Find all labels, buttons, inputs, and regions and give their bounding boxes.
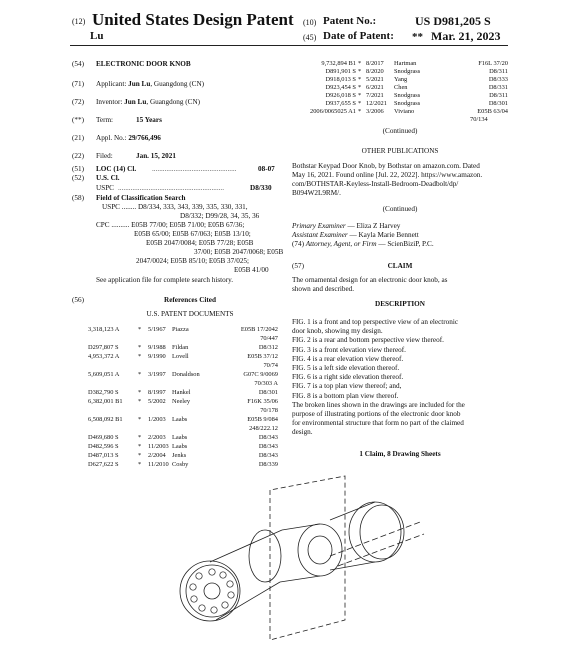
ref-name: Laabs [172, 416, 188, 423]
ref-mark: * [138, 371, 142, 378]
ref-date: 3/2006 [366, 108, 384, 115]
ref-mark: * [138, 461, 142, 468]
other-pub-line-1: Bothstar Keypad Door Knob, by Bothstar on amazon.com. Dated [292, 162, 480, 170]
ref-name: Fildan [172, 344, 189, 351]
search-line-5: E05B 2047/0084; E05B 77/28; E05B [146, 239, 254, 247]
search-history-note: See application file for complete search history. [96, 276, 234, 284]
description-line: door knob, showing my design. [292, 327, 383, 336]
loc-label: LOC (14) Cl. [96, 165, 137, 173]
ref-name: Hankel [172, 389, 191, 396]
field-71-code: (71) [72, 80, 84, 88]
ref-date: 2/2003 [148, 434, 166, 441]
ref-mark: * [138, 353, 142, 360]
header-code-45: (45) [303, 33, 317, 42]
other-publications-title: OTHER PUBLICATIONS [361, 147, 439, 155]
ref-date: 12/2021 [366, 100, 387, 107]
ref-number: 6,382,001 B1 [88, 398, 123, 405]
claims-summary: 1 Claim, 8 Drawing Sheets [359, 450, 441, 458]
ref-class: E05B 37/12 [247, 353, 278, 360]
ref-class: E05B 63/04 [477, 108, 508, 115]
ref-class: F16K 35/06 [247, 398, 278, 405]
latch-broken-line [330, 522, 420, 556]
appl-no-line [96, 134, 161, 143]
ref-name: Snodgrass [394, 100, 421, 107]
keypad-center [204, 583, 220, 599]
spindle-outline [280, 524, 320, 582]
ref-mark: * [358, 84, 362, 91]
ref-class: D8/333 [488, 76, 508, 83]
ref-mark: * [358, 108, 362, 115]
header-code-12: (12) [72, 17, 86, 26]
uspc-class: D8/330 [250, 184, 272, 192]
attorney-line [292, 240, 434, 249]
loc-dots: ............................................... [152, 165, 237, 173]
primary-examiner-line [292, 222, 400, 231]
ref-date: 1/2003 [148, 416, 166, 423]
description-line: FIG. 6 is a right side elevation thereof. [292, 373, 404, 382]
term-code: (**) [72, 116, 84, 124]
ref-number: D923,454 S [325, 84, 356, 91]
ref-number: D482,596 S [88, 443, 119, 450]
attorney-label: Attorney, Agent, or Firm [305, 240, 377, 248]
invention-title: ELECTRONIC DOOR KNOB [96, 60, 191, 68]
ref-mark: * [138, 344, 142, 351]
ref-class: D8/311 [489, 92, 508, 99]
applicant-line [96, 80, 204, 89]
ref-date: 2/2004 [148, 452, 166, 459]
appl-no-label: Appl. No.: [96, 134, 127, 142]
ref-mark: * [138, 434, 142, 441]
inventor-name: Jun Lu [124, 98, 147, 106]
assistant-examiner-line [292, 231, 419, 240]
loc-class: 08-07 [258, 165, 275, 173]
term-label: Term: [96, 116, 114, 124]
claim-title: CLAIM [387, 262, 413, 270]
field-72-code: (72) [72, 98, 84, 106]
ref-mark: * [138, 452, 142, 459]
ref-name: Lovell [172, 353, 189, 360]
applicant-location: , Guangdong (CN) [150, 80, 205, 88]
claim-line-2: shown and described. [292, 285, 355, 293]
keypad-face [180, 561, 240, 621]
inventor-location: , Guangdong (CN) [146, 98, 201, 106]
description-line: FIG. 7 is a top plan view thereof; and, [292, 382, 402, 391]
ref-mark: * [358, 100, 362, 107]
ref-date: 9/1988 [148, 344, 166, 351]
field-51-code: (51) [72, 165, 84, 173]
description-line: purpose of illustrating portions of the electronic door knob [292, 410, 461, 418]
ref-date: 9/1990 [148, 353, 166, 360]
rose-center [308, 536, 332, 564]
ref-name: Chen [394, 84, 408, 91]
ref-number: 9,732,894 B1 [321, 60, 356, 67]
inventor-line [96, 98, 200, 107]
ref-name: Snodgrass [394, 92, 421, 99]
ref-mark: * [138, 389, 142, 396]
ref-mark: * [358, 92, 362, 99]
ref-date: 5/2002 [148, 398, 166, 405]
us-patent-docs-title: U.S. PATENT DOCUMENTS [146, 310, 234, 318]
ref-number: 6,508,092 B1 [88, 416, 123, 423]
ref-mark: * [358, 76, 362, 83]
attorney-code: (74) [292, 240, 304, 248]
ref-class-continuation: 70/447 [260, 335, 278, 342]
ref-date: 8/1997 [148, 389, 166, 396]
description-line: design. [292, 428, 313, 437]
ref-number: D382,790 S [88, 389, 119, 396]
ref-class: D8/311 [489, 68, 508, 75]
search-line-7: 2047/0024; E05B 85/10; E05B 37/025; [136, 257, 250, 265]
ref-date: 3/1997 [148, 371, 166, 378]
ref-name: Snodgrass [394, 68, 421, 75]
filed-date: Jan. 15, 2021 [136, 152, 176, 160]
rose-plate [298, 524, 342, 576]
ref-mark: * [358, 60, 362, 67]
ref-mark: * [138, 443, 142, 450]
door-knob-drawing [170, 470, 430, 666]
description-line: FIG. 3 is a front elevation view thereof. [292, 345, 406, 354]
date-of-patent-label: Date of Patent: [323, 30, 394, 42]
claim-code: (57) [292, 262, 304, 270]
field-52-code: (52) [72, 174, 84, 182]
term-value: 15 Years [136, 116, 162, 124]
patent-number: US D981,205 S [415, 14, 491, 28]
ref-name: Piazza [172, 326, 189, 333]
ref-class: D8/301 [488, 100, 508, 107]
keypad-ring [186, 565, 238, 617]
ref-class-continuation: 70/74 [263, 362, 278, 369]
patent-no-label: Patent No.: [323, 15, 377, 27]
search-line-3: CPC .......... E05B 77/00; E05B 71/00; E05B 67/36; [96, 221, 245, 229]
ref-date: 11/2003 [148, 443, 169, 450]
field-58-code: (58) [72, 194, 84, 202]
ref-mark: * [138, 416, 142, 423]
rear-knob-body [330, 502, 375, 570]
other-pub-line-2: May 16, 2021. Found online [Jul. 22, 2022]. https://www.amazon. [292, 171, 483, 179]
ref-number: 5,609,051 A [88, 371, 120, 378]
inventor-surname: Lu [90, 30, 104, 42]
claim-line-1: The ornamental design for an electronic door knob, as [292, 276, 448, 284]
field-22-code: (22) [72, 152, 84, 160]
ref-date: 5/1967 [148, 326, 166, 333]
ref-class-continuation: 70/303 A [254, 380, 278, 387]
description-line: FIG. 8 is a bottom plan view thereof. [292, 391, 399, 400]
ref-class: D8/312 [258, 344, 278, 351]
ref-number: 4,953,372 A [88, 353, 120, 360]
ref-name: Neeley [172, 398, 191, 405]
field-58-label: Field of Classification Search [96, 194, 186, 202]
assistant-examiner-name: — Kayla Marie Bennett [347, 231, 419, 239]
description-line: FIG. 5 is a left side elevation thereof. [292, 364, 400, 372]
ref-class: D8/343 [258, 443, 278, 450]
ref-number: 3,318,123 A [88, 326, 120, 333]
ref-date: 8/2020 [366, 68, 384, 75]
ref-class: D8/343 [258, 434, 278, 441]
search-line-4: E05B 65/00; E05B 67/063; E05B 13/10; [134, 230, 251, 238]
ref-number: D918,013 S [325, 76, 356, 83]
us-cl-label: U.S. Cl. [96, 174, 120, 182]
ref-number: D926,018 S [325, 92, 356, 99]
ref-name: Viviano [394, 108, 415, 115]
applicant-label: Applicant: [96, 80, 127, 88]
inventor-label: Inventor: [96, 98, 123, 106]
uspc-label: USPC [96, 184, 114, 192]
ref-class-continuation: 70/178 [260, 407, 278, 414]
ref-date: 11/2010 [148, 461, 169, 468]
ref-name: Cosby [172, 461, 189, 468]
field-56-code: (56) [72, 296, 84, 304]
date-mark: ** [412, 31, 423, 43]
ref-class: E05B 9/084 [247, 416, 278, 423]
description-title: DESCRIPTION [375, 300, 425, 308]
other-pub-line-3: com/BOTHSTAR-Keyless-Install-Bedroom-Deadbolt/dp/ [292, 180, 459, 188]
document-title: United States Design Patent [92, 10, 294, 29]
continued-label-2: (Continued) [382, 205, 418, 213]
ref-name: Jenks [172, 452, 187, 459]
ref-date: 8/2017 [366, 60, 384, 67]
ref-number: D627,622 S [88, 461, 119, 468]
ref-class: D8/331 [488, 84, 508, 91]
ref-class: D8/343 [258, 452, 278, 459]
ref-number: D487,013 S [88, 452, 119, 459]
ref-mark: * [138, 326, 142, 333]
ref-date: 6/2021 [366, 84, 384, 91]
keypad-buttons [190, 569, 234, 613]
ref-class: D8/339 [258, 461, 278, 468]
description-line: FIG. 2 is a rear and bottom perspective view thereof. [292, 336, 444, 345]
front-knob-body [210, 530, 282, 620]
search-line-6: 37/00; E05B 2047/0068; E05B [194, 248, 284, 256]
ref-date: 7/2021 [366, 92, 384, 99]
ref-class: E05B 17/2042 [240, 326, 278, 333]
description-line: FIG. 4 is a rear elevation view thereof. [292, 354, 404, 363]
uspc-dots: ........................................................... [118, 184, 225, 192]
ref-mark: * [138, 398, 142, 405]
rear-knob-rim [360, 505, 404, 559]
description-line: The broken lines shown in the drawings are included for the [292, 400, 465, 409]
primary-examiner-name: — Eliza Z Harvey [345, 222, 401, 230]
field-54-code: (54) [72, 60, 84, 68]
description-line: FIG. 1 is a front and top perspective view of an electronic [292, 318, 459, 326]
date-of-patent: Mar. 21, 2023 [431, 29, 501, 43]
ref-class-continuation: 248/222.12 [249, 425, 278, 432]
attorney-name: — ScienBiziP, P.C. [376, 240, 434, 248]
ref-class: G07C 9/0069 [243, 371, 278, 378]
primary-examiner-label: Primary Examiner [292, 222, 346, 230]
ref-name: Hartman [394, 60, 417, 67]
ref-class: F16L 37/20 [478, 60, 508, 67]
search-line-8: E05B 41/00 [234, 266, 269, 274]
other-pub-line-4: B094W2L9RM/. [292, 189, 341, 197]
ref-mark: * [358, 68, 362, 75]
ref-number: D297,807 S [88, 344, 119, 351]
references-cited-title: References Cited [164, 296, 216, 304]
filed-label: Filed: [96, 152, 113, 160]
ref-number: 2006/0065025 A1 [310, 108, 356, 115]
applicant-name: Jun Lu [128, 80, 151, 88]
ref-number: D469,680 S [88, 434, 119, 441]
ref-name: Donaldson [172, 371, 200, 378]
ref-number: D937,655 S [325, 100, 356, 107]
assistant-examiner-label: Assistant Examiner [292, 231, 348, 239]
search-line-1: USPC ........ D8/334, 333, 343, 339, 335, 330, 331, [102, 203, 248, 211]
field-21-code: (21) [72, 134, 84, 142]
ref-name: Laabs [172, 443, 188, 450]
right-ref-continuation: 70/134 [470, 116, 488, 123]
ref-number: D891,901 S [325, 68, 356, 75]
ref-class: D8/301 [258, 389, 278, 396]
continued-label-1: (Continued) [382, 127, 418, 135]
description-line: for environmental structure that form no part of the claimed [292, 419, 464, 428]
ref-date: 5/2021 [366, 76, 384, 83]
header-rule [70, 45, 508, 46]
ref-name: Yang [394, 76, 408, 83]
ref-name: Laabs [172, 434, 188, 441]
header-code-10: (10) [303, 18, 317, 27]
search-line-2: D8/332; D99/28, 34, 35, 36 [180, 212, 260, 220]
appl-no: 29/766,496 [128, 134, 161, 142]
